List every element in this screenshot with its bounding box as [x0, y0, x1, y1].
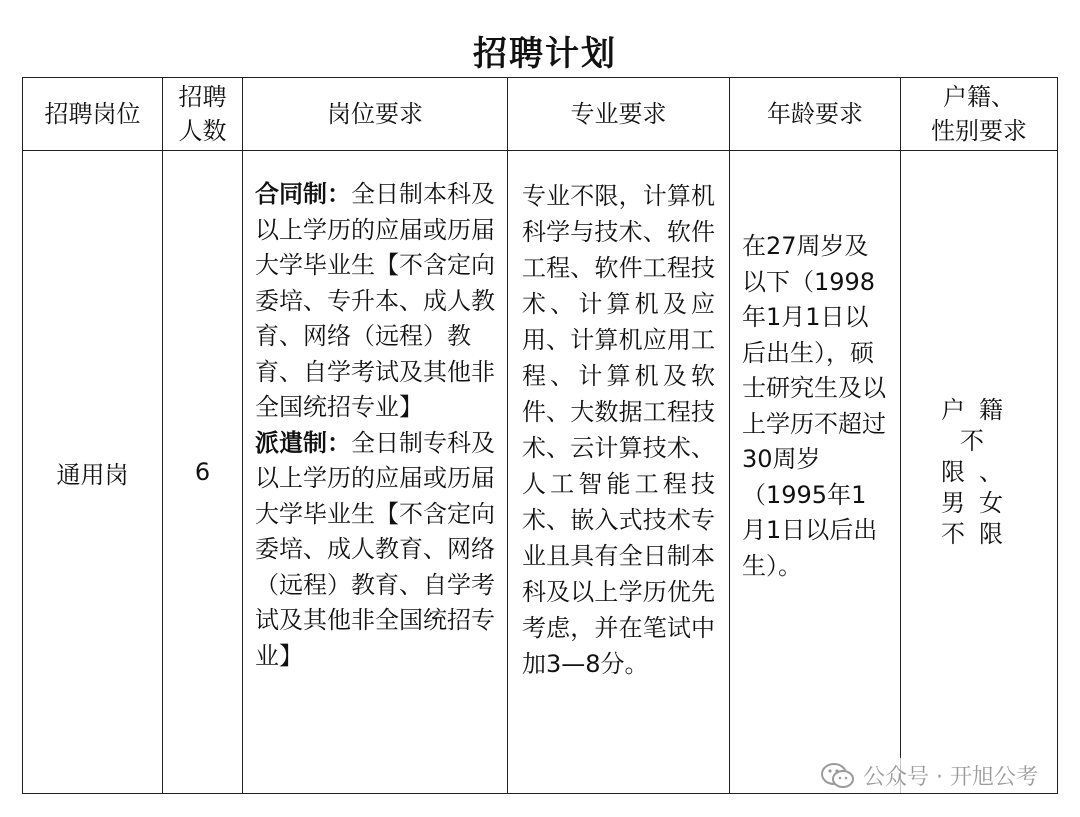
header-count-line2: 人数 [178, 117, 227, 145]
table-row [23, 151, 1058, 794]
major-requirement-text: 专业不限，计算机科学与技术、软件工程、软件工程技术、计算机及应用、计算机应用工程、计算机及软件、大数据工程技术、云计算技术、人工智能工程技术、嵌入式技术专业且具有全日制本科及以上学历优先考虑，并在笔试中加3—8分。 [522, 182, 715, 678]
cell-position: 通用岗 [23, 151, 163, 794]
cell-count: 6 [163, 151, 243, 794]
post-requirement-text [243, 151, 507, 674]
header-hukou-gender [901, 78, 1058, 151]
age-requirement-text: 在27周岁及以下（1998年1月1日以后出生），硕士研究生及以上学历不超过30周岁（1995年1月1日以后出生）。 [742, 232, 886, 580]
contract-label: 合同制： [255, 180, 351, 208]
header-position: 招聘岗位 [23, 78, 163, 151]
watermark-text: 公众号 · 开旭公考 [863, 765, 1038, 790]
wechat-icon [821, 762, 855, 790]
header-major-requirement: 专业要求 [508, 78, 730, 151]
table-header-row [23, 78, 1058, 151]
dispatch-text: 全日制专科及以上学历的应届或历届大学毕业生【不含定向委培、成人教育、网络（远程）教育、自学考试及其他非全国统招专业】 [255, 428, 495, 670]
recruitment-plan-table [22, 77, 1058, 794]
page-title: 招聘计划 [473, 34, 617, 74]
cell-post-requirement [243, 151, 508, 794]
header-count [163, 78, 243, 151]
cell-major-requirement [508, 151, 730, 794]
cell-age-requirement [730, 151, 901, 794]
header-hukou-line1: 户籍、 [943, 83, 1015, 111]
header-age-requirement: 年龄要求 [730, 78, 901, 151]
hukou-gender-text: 户籍不限、男女不限 [941, 395, 1017, 548]
contract-text: 全日制本科及以上学历的应届或历届大学毕业生【不含定向委培、专升本、成人教育、网络（远程）教育、自学考试及其他非全国统招专业】 [255, 180, 495, 421]
dispatch-label: 派遣制： [255, 428, 351, 457]
header-post-requirement: 岗位要求 [243, 78, 508, 151]
watermark [815, 758, 1044, 793]
header-hukou-line2: 性别要求 [931, 117, 1027, 145]
header-count-line1: 招聘 [178, 83, 227, 111]
cell-hukou-gender [901, 151, 1058, 794]
